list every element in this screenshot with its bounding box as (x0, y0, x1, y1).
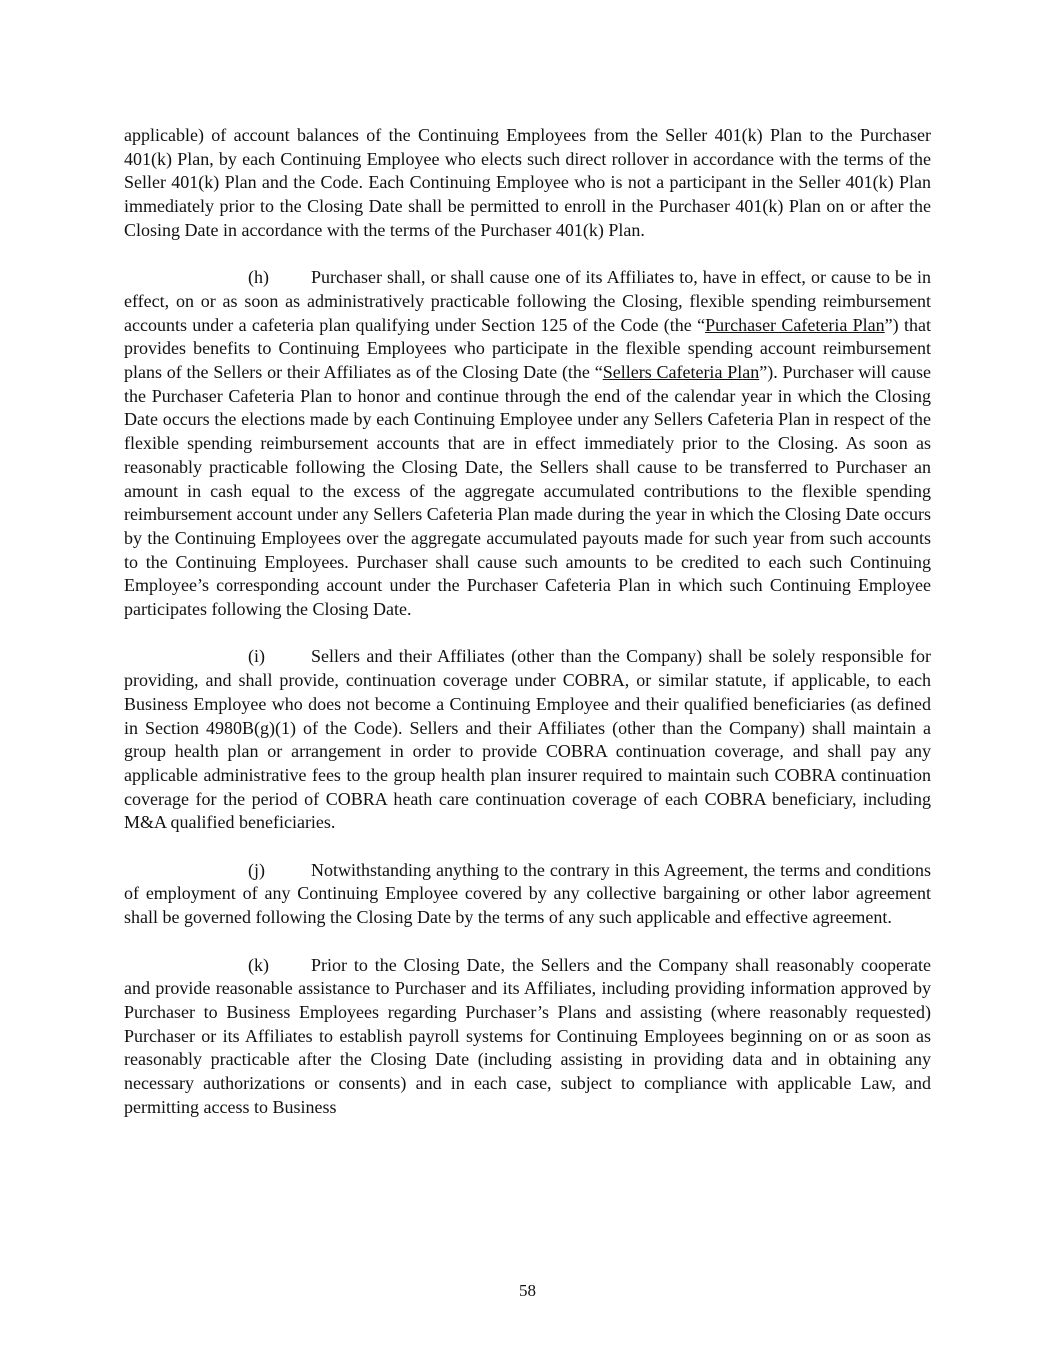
section-k-label: (k) (248, 954, 269, 975)
section-h-text-part-3: ”). Purchaser will cause the Purchaser Cafeteria Plan to honor and continue through the end of the calendar year in which the Closing Date occurs the elections made by each Continuing Employee under any Sellers Cafeteria Plan in respect of the flexible spending reimbursement accounts that are in effect immediately prior to the Closing. As soon as reasonably practicable following the Closing Date, the Sellers shall cause to be transferred to Purchaser an amount in cash equal to the excess of the aggregate accumulated contributions to the flexible spending reimbursement account under any Sellers Cafeteria Plan made during the year in which the Closing Date occurs by the Continuing Employees over the aggregate accumulated payouts made for such year from such accounts to the Continuing Employees. Purchaser shall cause such amounts to be credited to each such Continuing Employee’s corresponding account under the Purchaser Cafeteria Plan in which such Continuing Employee participates following the Closing Date. (124, 362, 931, 620)
section-j-paragraph (124, 859, 931, 930)
section-h-text-part-2: ”) that provides benefits to Continuing Employees who participate in the flexible spending account reimbursement plans of the Sellers or their Affiliates as of the Closing Date (the “ (124, 314, 931, 383)
continuation-paragraph (124, 124, 931, 243)
document-body (124, 124, 931, 1143)
section-j-label: (j) (248, 859, 265, 880)
section-i-paragraph (124, 645, 931, 835)
page-number: 58 (519, 1281, 536, 1300)
section-h-paragraph (124, 266, 931, 622)
section-h-label: (h) (248, 267, 269, 288)
continuation-text: applicable) of account balances of the Continuing Employees from the Seller 401(k) Plan to the Purchaser 401(k) Plan, by each Continuing Employee who elects such direct rollover in accordance with the terms of the Seller 401(k) Plan and the Code. Each Continuing Employee who is not a participant in the Seller 401(k) Plan immediately prior to the Closing Date shall be permitted to enroll in the Purchaser 401(k) Plan on or after the Closing Date in accordance with the terms of the Purchaser 401(k) Plan. (124, 125, 931, 240)
section-k-text: Prior to the Closing Date, the Sellers and the Company shall reasonably cooperate and provide reasonable assistance to Purchaser and its Affiliates, including providing information approved by Purchaser to Business Employees regarding Purchaser’s Plans and assisting (where reasonably requested) Purchaser or its Affiliates to establish payroll systems for Continuing Employees beginning on or as soon as reasonably practicable after the Closing Date (including assisting in providing data and in obtaining any necessary authorizations or consents) and in each case, subject to compliance with applicable Law, and permitting access to Business (124, 954, 931, 1117)
section-h-text-part-1: Purchaser shall, or shall cause one of its Affiliates to, have in effect, or cause to be in effect, on or as soon as administratively practicable following the Closing, flexible spending reimbursement accounts under a cafeteria plan qualifying under Section 125 of the Code (the “ (124, 267, 931, 335)
defined-term-sellers-cafeteria-plan: Sellers Cafeteria Plan (602, 362, 760, 383)
section-i-text: Sellers and their Affiliates (other than the Company) shall be solely responsible for providing, and shall provide, continuation coverage under COBRA, or similar statute, if applicable, to each Business Employee who does not become a Continuing Employee and their qualified beneficiaries (as defined in Section 4980B(g)(1) of the Code). Sellers and their Affiliates (other than the Company) shall maintain a group health plan or arrangement in order to provide COBRA continuation coverage, and shall pay any applicable administrative fees to the group health plan insurer required to maintain such COBRA continuation coverage for the period of COBRA heath care continuation coverage of each COBRA beneficiary, including M&A qualified beneficiaries. (124, 646, 931, 833)
section-k-paragraph (124, 954, 931, 1120)
section-j-text: Notwithstanding anything to the contrary in this Agreement, the terms and conditions of employment of any Continuing Employee covered by any collective bargaining or other labor agreement shall be governed following the Closing Date by the terms of any such applicable and effective agreement. (124, 859, 931, 928)
section-i-label: (i) (248, 646, 265, 667)
defined-term-purchaser-cafeteria-plan: Purchaser Cafeteria Plan (705, 314, 885, 335)
